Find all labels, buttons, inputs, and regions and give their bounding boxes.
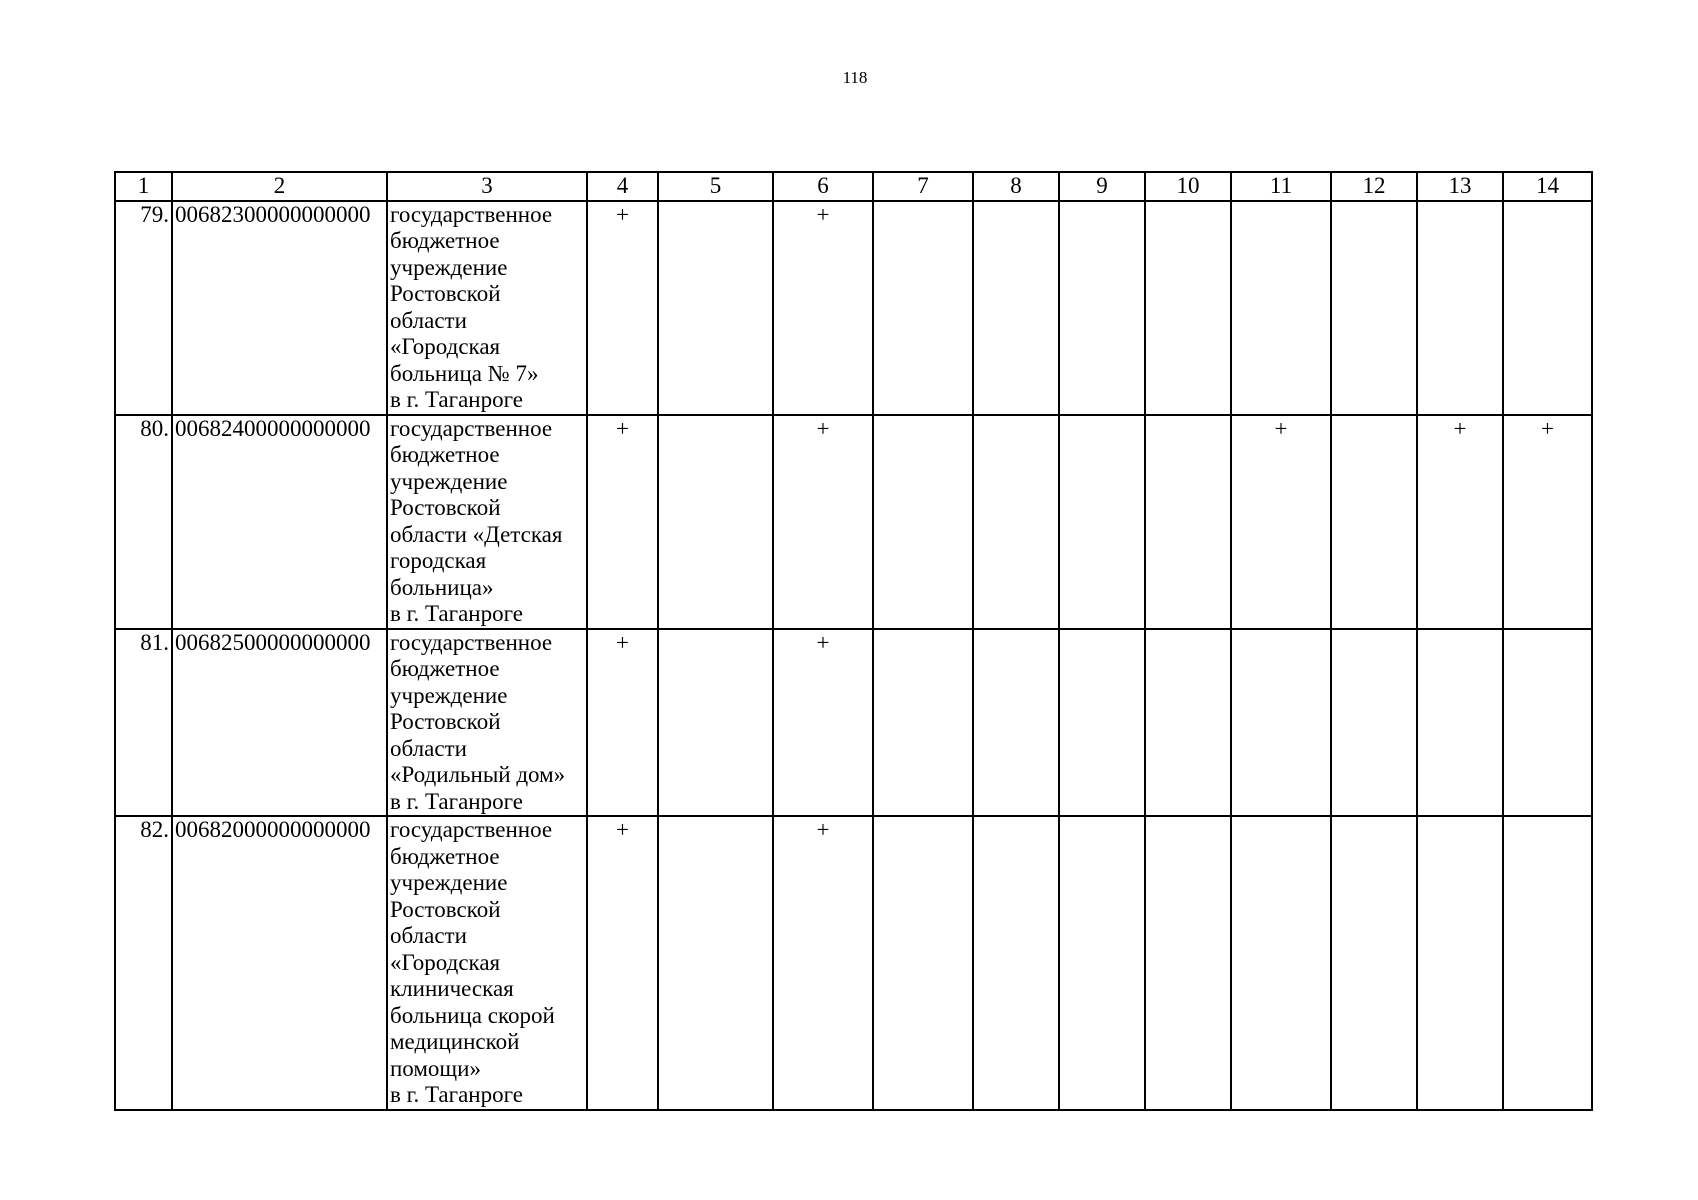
column-header-2: 2: [172, 172, 387, 201]
institution-name-line: государственное: [390, 817, 553, 842]
mark-cell-col-7: [873, 201, 973, 415]
mark-cell-col-7: [873, 415, 973, 629]
column-header-13: 13: [1417, 172, 1503, 201]
institution-name-line: учреждение: [390, 682, 508, 708]
institution-code: 00682500000000000: [172, 629, 387, 817]
institution-name-line: области: [390, 735, 467, 761]
table-row: [115, 201, 1592, 415]
mark-cell-col-8: [973, 201, 1059, 415]
mark-cell-col-7: [873, 629, 973, 817]
mark-cell-col-9: [1059, 816, 1145, 1110]
institution-name-line: «Городская: [390, 334, 501, 359]
institution-name-line: государственное: [390, 415, 553, 441]
column-number-row: [115, 172, 1592, 201]
institution-name-line: государственное: [390, 629, 553, 655]
institution-name-line: области «Детская: [390, 521, 563, 547]
row-number: 79.: [115, 201, 172, 415]
column-header-4: 4: [587, 172, 658, 201]
mark-cell-col-11: +: [1231, 415, 1331, 629]
institution-name-line: «Родильный дом»: [390, 762, 566, 787]
mark-cell-col-13: +: [1417, 415, 1503, 629]
mark-cell-col-12: [1331, 629, 1417, 817]
institution-name-line: Ростовской: [390, 709, 501, 734]
mark-cell-col-8: [973, 415, 1059, 629]
mark-cell-col-12: [1331, 415, 1417, 629]
institution-name-line: Ростовской: [390, 896, 501, 922]
institution-name-line: больница № 7»: [390, 360, 539, 386]
institution-name: [387, 415, 587, 629]
mark-cell-col-9: [1059, 629, 1145, 817]
table-row: [115, 629, 1592, 817]
column-header-12: 12: [1331, 172, 1417, 201]
mark-cell-col-6: +: [773, 816, 873, 1110]
institution-name-line: области: [390, 307, 467, 333]
institution-name: [387, 816, 587, 1110]
institution-name-line: помощи»: [390, 1055, 481, 1081]
institution-name-line: в г. Таганроге: [390, 601, 523, 626]
mark-cell-col-6: +: [773, 201, 873, 415]
mark-cell-col-6: +: [773, 629, 873, 817]
mark-cell-col-4: +: [587, 816, 658, 1110]
institution-name-line: в г. Таганроге: [390, 788, 523, 814]
mark-cell-col-11: [1231, 201, 1331, 415]
column-header-11: 11: [1231, 172, 1331, 201]
mark-cell-col-4: +: [587, 629, 658, 817]
institution-name-line: учреждение: [390, 254, 508, 280]
mark-cell-col-13: [1417, 201, 1503, 415]
institution-name-line: области: [390, 923, 467, 948]
mark-cell-col-14: +: [1503, 415, 1592, 629]
table-row: [115, 816, 1592, 1110]
institution-name-line: учреждение: [390, 468, 508, 494]
institution-name-line: бюджетное: [390, 228, 500, 253]
mark-cell-col-14: [1503, 201, 1592, 415]
institution-name: [387, 629, 587, 817]
institution-code: 00682300000000000: [172, 201, 387, 415]
institution-name-line: больница»: [390, 574, 494, 600]
row-number: 81.: [115, 629, 172, 817]
mark-cell-col-8: [973, 816, 1059, 1110]
institution-name-line: бюджетное: [390, 442, 500, 467]
mark-cell-col-5: [658, 816, 773, 1110]
row-number: 82.: [115, 816, 172, 1110]
mark-cell-col-10: [1145, 816, 1231, 1110]
column-header-10: 10: [1145, 172, 1231, 201]
mark-cell-col-14: [1503, 629, 1592, 817]
institution-code: 00682400000000000: [172, 415, 387, 629]
mark-cell-col-10: [1145, 415, 1231, 629]
institution-name-line: Ростовской: [390, 281, 501, 306]
mark-cell-col-12: [1331, 816, 1417, 1110]
page-number: 118: [842, 68, 868, 87]
mark-cell-col-9: [1059, 415, 1145, 629]
institution-name-line: «Городская: [390, 949, 501, 975]
institution-name-line: городская: [390, 548, 487, 573]
institution-name-line: Ростовской: [390, 495, 501, 520]
institution-name-line: больница скорой: [390, 1002, 555, 1028]
table-row: [115, 415, 1592, 629]
institution-name-line: бюджетное: [390, 656, 500, 681]
institution-name-line: в г. Таганроге: [390, 1082, 523, 1107]
institution-name-line: клиническая: [390, 976, 514, 1001]
mark-cell-col-14: [1503, 816, 1592, 1110]
mark-cell-col-5: [658, 201, 773, 415]
mark-cell-col-5: [658, 629, 773, 817]
column-header-3: 3: [387, 172, 587, 201]
mark-cell-col-11: [1231, 629, 1331, 817]
mark-cell-col-5: [658, 415, 773, 629]
mark-cell-col-4: +: [587, 201, 658, 415]
column-header-9: 9: [1059, 172, 1145, 201]
column-header-1: 1: [115, 172, 172, 201]
institution-name: [387, 201, 587, 415]
mark-cell-col-4: +: [587, 415, 658, 629]
mark-cell-col-10: [1145, 201, 1231, 415]
mark-cell-col-10: [1145, 629, 1231, 817]
institution-name-line: в г. Таганроге: [390, 387, 523, 412]
mark-cell-col-13: [1417, 629, 1503, 817]
column-header-5: 5: [658, 172, 773, 201]
row-number: 80.: [115, 415, 172, 629]
mark-cell-col-11: [1231, 816, 1331, 1110]
mark-cell-col-12: [1331, 201, 1417, 415]
mark-cell-col-6: +: [773, 415, 873, 629]
institution-name-line: учреждение: [390, 870, 508, 895]
mark-cell-col-8: [973, 629, 1059, 817]
institution-name-line: бюджетное: [390, 843, 500, 869]
mark-cell-col-13: [1417, 816, 1503, 1110]
institution-name-line: медицинской: [390, 1029, 520, 1054]
column-header-8: 8: [973, 172, 1059, 201]
institution-code: 00682000000000000: [172, 816, 387, 1110]
registry-table: [114, 171, 1593, 1111]
column-header-14: 14: [1503, 172, 1592, 201]
institution-name-line: государственное: [390, 201, 553, 227]
column-header-6: 6: [773, 172, 873, 201]
column-header-7: 7: [873, 172, 973, 201]
mark-cell-col-9: [1059, 201, 1145, 415]
mark-cell-col-7: [873, 816, 973, 1110]
